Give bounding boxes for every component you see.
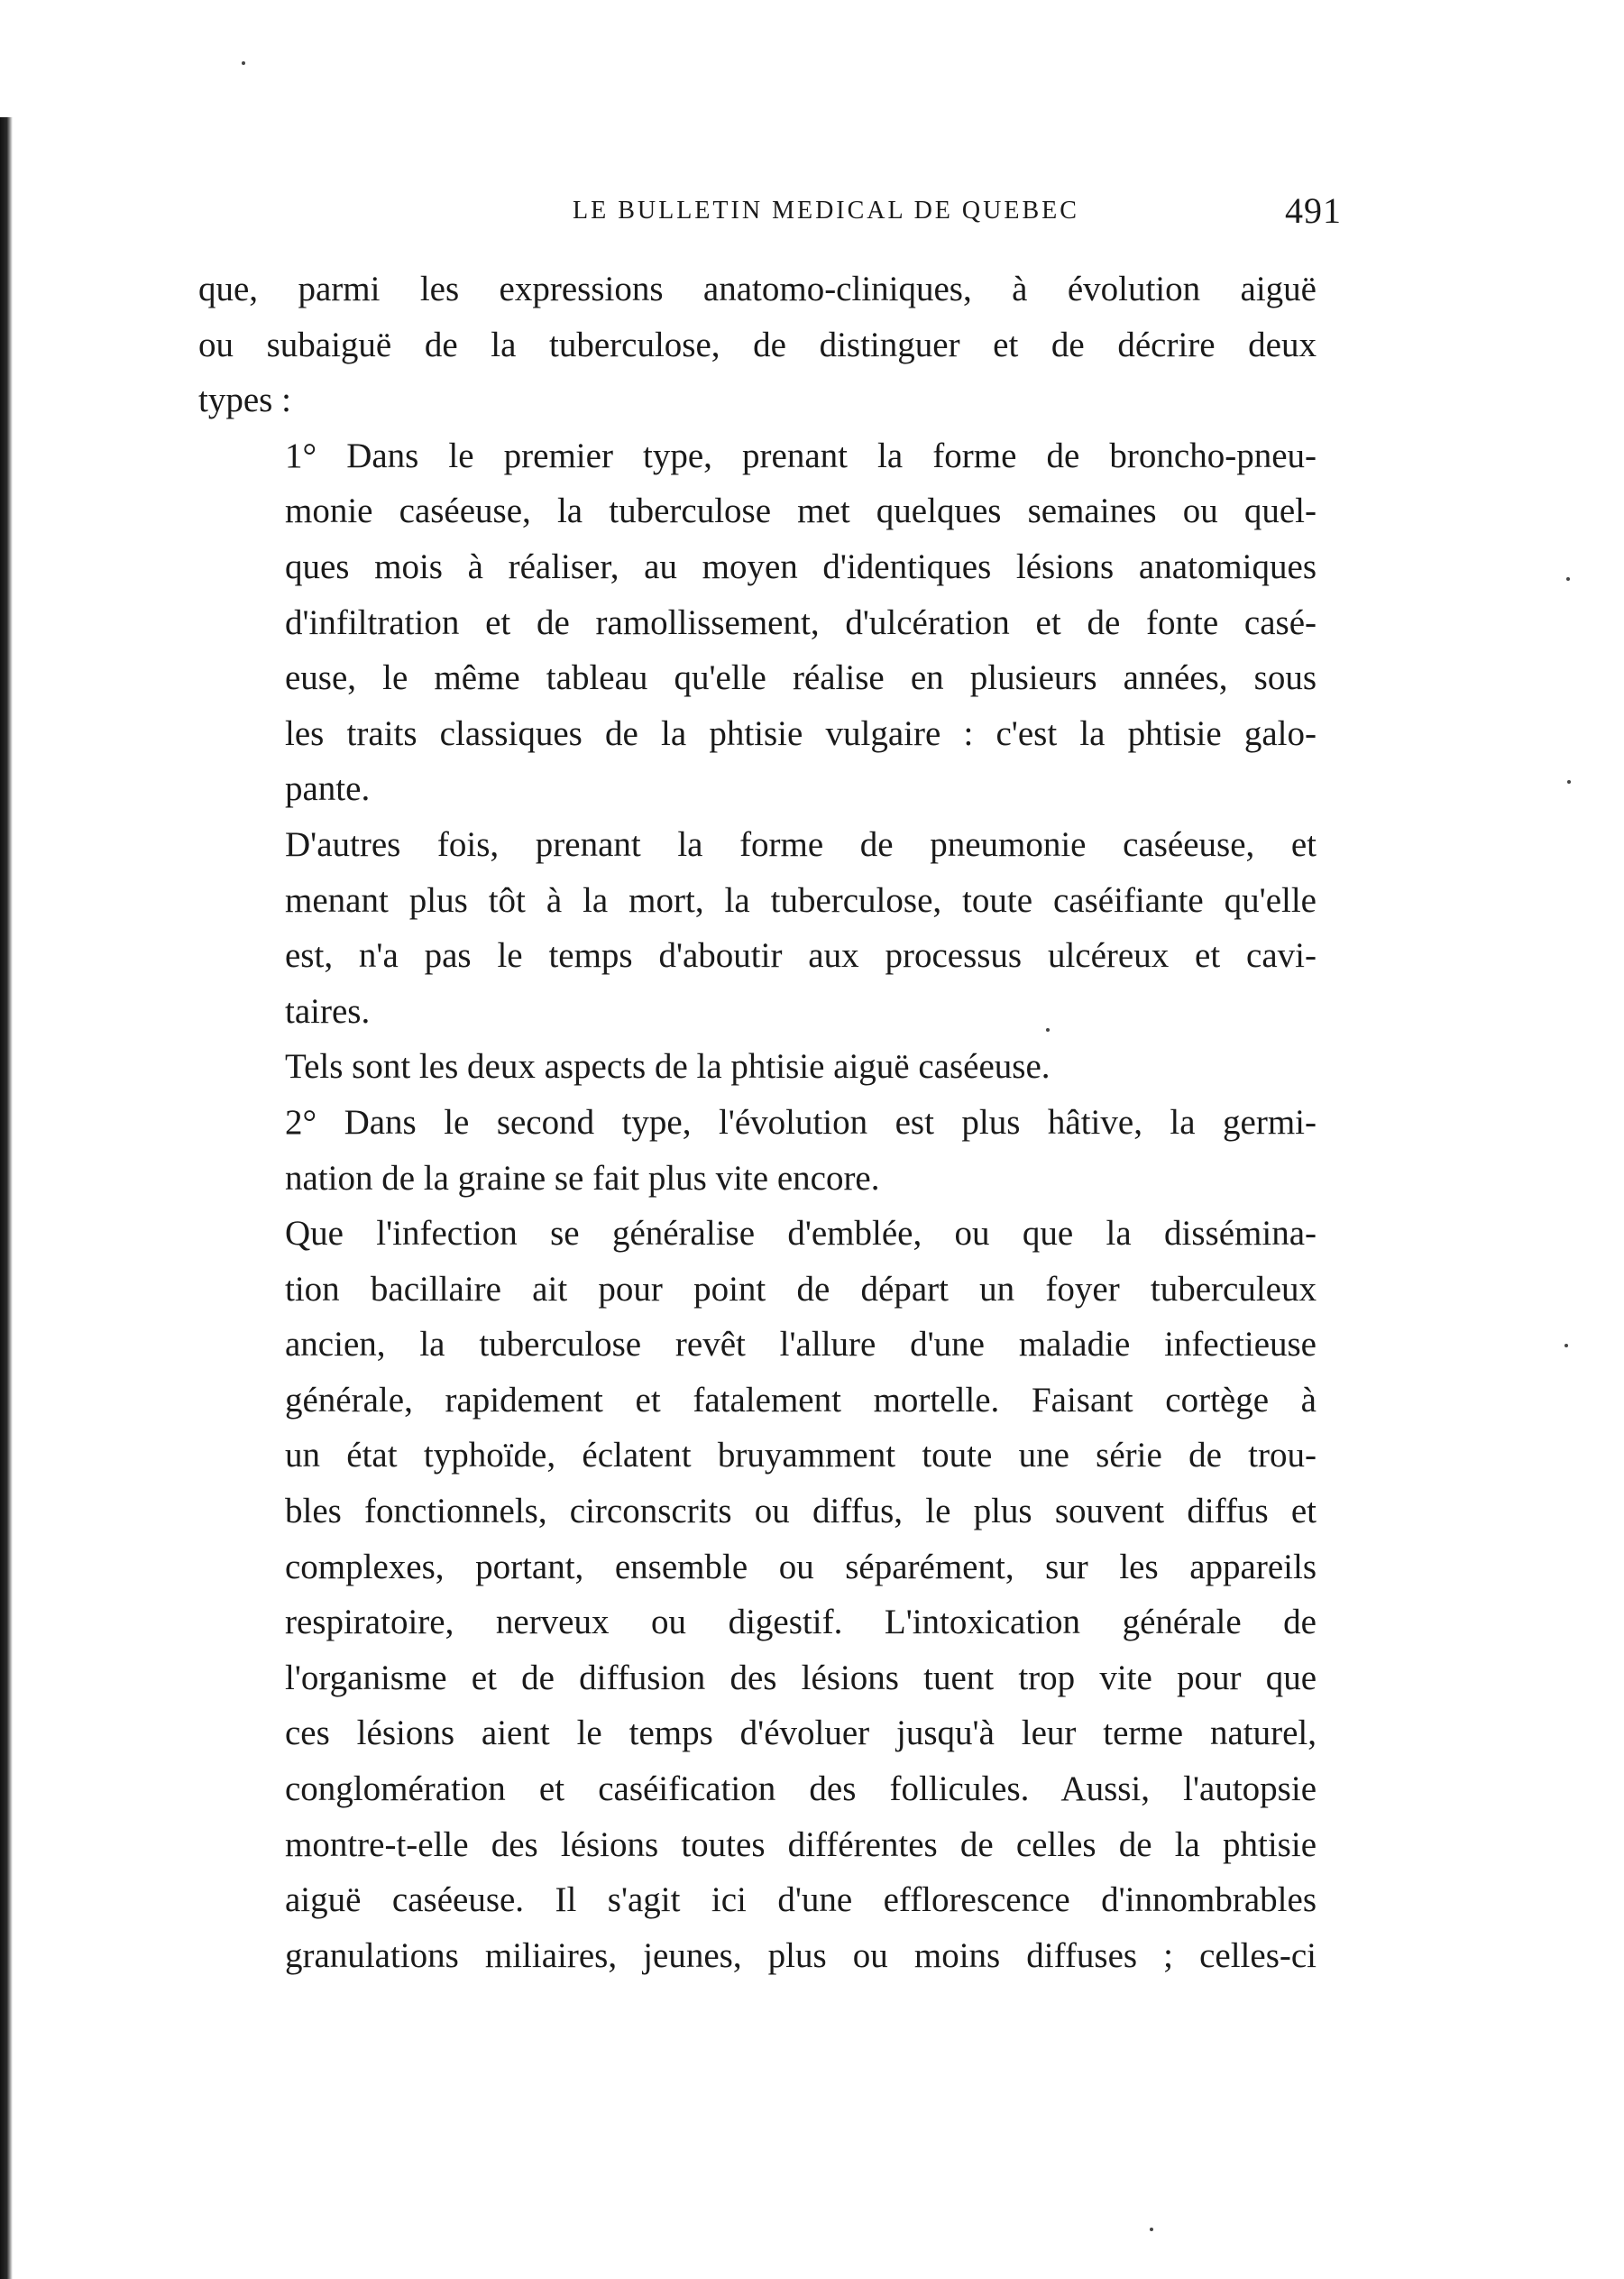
text-line: ou subaiguë de la tuberculose, de distinguer et de décrire deux (198, 325, 1317, 364)
binding-edge (0, 117, 13, 2279)
text-line: ancien, la tuberculose revêt l'allure d'une maladie infectieuse (285, 1325, 1317, 1365)
text-line: est, n'a pas le temps d'aboutir aux processus ulcéreux et cavi- (285, 936, 1317, 976)
text-line: d'infiltration et de ramollissement, d'ulcération et de fonte casé- (285, 602, 1317, 642)
text-line: tion bacillaire ait pour point de départ un foyer tuberculeux (285, 1269, 1317, 1309)
text-line: granulations miliaires, jeunes, plus ou moins diffuses ; celles-ci (285, 1935, 1317, 1975)
page-header (198, 189, 1342, 244)
text-line: que, parmi les expressions anatomo-cliniques, à évolution aiguë (198, 270, 1317, 308)
text-line: monie caséeuse, la tuberculose met quelques semaines ou quel- (285, 492, 1317, 531)
text-line: pante. (285, 769, 371, 809)
text-body (198, 262, 1317, 1983)
text-line: D'autres fois, prenant la forme de pneumonie caséeuse, et (285, 824, 1317, 864)
text-line: respiratoire, nerveux ou digestif. L'intoxication générale de (285, 1603, 1317, 1642)
paragraph-5 (198, 1095, 1317, 1206)
text-line: taires. (285, 991, 371, 1031)
text-line: menant plus tôt à la mort, la tuberculose, toute caséifiante qu'elle (285, 880, 1317, 920)
text-line: montre-t-elle des lésions toutes différentes de celles de la phtisie (285, 1824, 1317, 1864)
text-line: Tels sont les deux aspects de la phtisie aiguë caséeuse. (285, 1047, 1051, 1087)
text-line: générale, rapidement et fatalement mortelle. Faisant cortège à (285, 1380, 1317, 1420)
text-line: conglomération et caséification des follicules. Aussi, l'autopsie (285, 1769, 1317, 1809)
paragraph-1 (198, 262, 1317, 428)
text-line: les traits classiques de la phtisie vulgaire : c'est la phtisie galo- (285, 713, 1317, 753)
page-number: 491 (1285, 190, 1342, 231)
text-line: l'organisme et de diffusion des lésions tuent trop vite pour que (285, 1658, 1317, 1697)
text-line: nation de la graine se fait plus vite encore. (285, 1158, 880, 1198)
text-line: ces lésions aient le temps d'évoluer jusqu'à leur terme naturel, (285, 1714, 1317, 1753)
text-line: complexes, portant, ensemble ou séparément, sur les appareils (285, 1547, 1317, 1586)
paragraph-2 (198, 428, 1317, 817)
paragraph-6 (198, 1206, 1317, 1983)
paragraph-4 (198, 1039, 1317, 1095)
text-line: 1° Dans le premier type, prenant la forme de broncho-pneu- (285, 436, 1317, 475)
text-line: euse, le même tableau qu'elle réalise en plusieurs années, sous (285, 658, 1317, 698)
paragraph-3 (198, 817, 1317, 1039)
text-line: Que l'infection se généralise d'emblée, ou que la dissémina- (285, 1214, 1317, 1254)
text-line: un état typhoïde, éclatent bruyamment toute une série de trou- (285, 1436, 1317, 1475)
text-line: aiguë caséeuse. Il s'agit ici d'une efflorescence d'innombrables (285, 1880, 1317, 1920)
text-line: 2° Dans le second type, l'évolution est plus hâtive, la germi- (285, 1102, 1317, 1142)
running-title: LE BULLETIN MEDICAL DE QUEBEC (573, 197, 1079, 225)
text-line: types : (198, 381, 291, 420)
text-line: bles fonctionnels, circonscrits ou diffus, le plus souvent diffus et (285, 1492, 1317, 1531)
text-line: ques mois à réaliser, au moyen d'identiques lésions anatomiques (285, 547, 1317, 586)
